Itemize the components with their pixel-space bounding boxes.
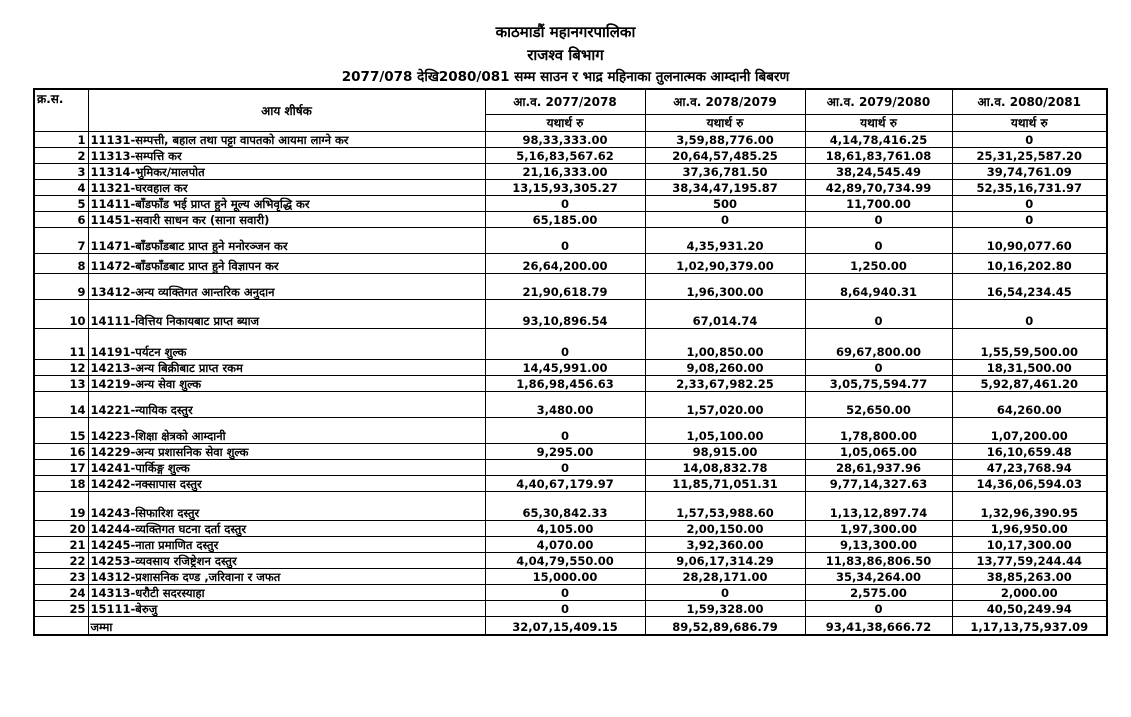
income-heading: 14253-व्यवसाय रजिष्ट्रेशन दस्तुर xyxy=(88,553,485,569)
income-heading: 14241-पार्किङ्ग शुल्क xyxy=(88,460,485,476)
amount-cell: 0 xyxy=(485,601,645,617)
amount-cell: 1,13,12,897.74 xyxy=(805,492,952,521)
amount-cell: 13,77,59,244.44 xyxy=(952,553,1107,569)
amount-cell: 20,64,57,485.25 xyxy=(645,148,805,164)
serial-number: 17 xyxy=(34,460,88,476)
amount-cell: 1,59,328.00 xyxy=(645,601,805,617)
amount-cell: 1,00,850.00 xyxy=(645,329,805,360)
amount-cell: 64,260.00 xyxy=(952,392,1107,418)
amount-cell: 16,10,659.48 xyxy=(952,444,1107,460)
fiscal-year-header: आ.व. 2080/2081 xyxy=(952,89,1107,115)
amount-cell: 3,05,75,594.77 xyxy=(805,376,952,392)
table-row xyxy=(34,360,1107,376)
income-heading: 14229-अन्य प्रशासनिक सेवा शुल्क xyxy=(88,444,485,460)
serial-number: 18 xyxy=(34,476,88,492)
actual-amount-subheader: यथार्थ रु xyxy=(645,115,805,132)
amount-cell: 10,17,300.00 xyxy=(952,537,1107,553)
actual-amount-subheader: यथार्थ रु xyxy=(485,115,645,132)
amount-cell: 1,96,950.00 xyxy=(952,521,1107,537)
amount-cell: 25,31,25,587.20 xyxy=(952,148,1107,164)
amount-cell: 37,36,781.50 xyxy=(645,164,805,180)
amount-cell: 0 xyxy=(952,300,1107,329)
amount-cell: 1,78,800.00 xyxy=(805,418,952,444)
amount-cell: 10,16,202.80 xyxy=(952,254,1107,274)
table-row xyxy=(34,601,1107,617)
serial-number: 9 xyxy=(34,274,88,300)
amount-cell: 11,85,71,051.31 xyxy=(645,476,805,492)
income-heading: 11411-बाँडफाँड भई प्राप्त हुने मूल्य अभिवृद्धि कर xyxy=(88,196,485,212)
table-row xyxy=(34,585,1107,601)
total-amount: 89,52,89,686.79 xyxy=(645,617,805,636)
amount-cell: 0 xyxy=(485,329,645,360)
amount-cell: 8,64,940.31 xyxy=(805,274,952,300)
amount-cell: 14,36,06,594.03 xyxy=(952,476,1107,492)
income-heading: 14312-प्रशासनिक दण्ड ,जरिवाना र जफत xyxy=(88,569,485,585)
amount-cell: 0 xyxy=(805,601,952,617)
amount-cell: 9,13,300.00 xyxy=(805,537,952,553)
amount-cell: 10,90,077.60 xyxy=(952,228,1107,254)
amount-cell: 14,45,991.00 xyxy=(485,360,645,376)
amount-cell: 28,61,937.96 xyxy=(805,460,952,476)
table-row xyxy=(34,254,1107,274)
serial-number: 23 xyxy=(34,569,88,585)
table-row xyxy=(34,444,1107,460)
table-row xyxy=(34,376,1107,392)
income-heading: 14221-न्यायिक दस्तुर xyxy=(88,392,485,418)
table-row xyxy=(34,132,1107,148)
amount-cell: 3,59,88,776.00 xyxy=(645,132,805,148)
income-heading: 14244-व्यक्तिगत घटना दर्ता दस्तुर xyxy=(88,521,485,537)
serial-number: 24 xyxy=(34,585,88,601)
serial-number: 25 xyxy=(34,601,88,617)
amount-cell: 52,650.00 xyxy=(805,392,952,418)
amount-cell: 0 xyxy=(805,212,952,228)
amount-cell: 1,96,300.00 xyxy=(645,274,805,300)
amount-cell: 13,15,93,305.27 xyxy=(485,180,645,196)
amount-cell: 0 xyxy=(485,228,645,254)
total-amount: 1,17,13,75,937.09 xyxy=(952,617,1107,636)
income-heading: 11313-सम्पत्ति कर xyxy=(88,148,485,164)
amount-cell: 67,014.74 xyxy=(645,300,805,329)
table-row xyxy=(34,460,1107,476)
department-title: राजश्व बिभाग xyxy=(527,46,604,64)
total-serial xyxy=(34,617,88,636)
total-amount: 93,41,38,666.72 xyxy=(805,617,952,636)
amount-cell: 1,55,59,500.00 xyxy=(952,329,1107,360)
table-row xyxy=(34,148,1107,164)
serial-number-header: क्र.स. xyxy=(34,89,88,132)
table-body xyxy=(34,132,1107,636)
amount-cell: 1,07,200.00 xyxy=(952,418,1107,444)
amount-cell: 4,070.00 xyxy=(485,537,645,553)
table-row xyxy=(34,569,1107,585)
amount-cell: 1,05,100.00 xyxy=(645,418,805,444)
amount-cell: 4,35,931.20 xyxy=(645,228,805,254)
amount-cell: 42,89,70,734.99 xyxy=(805,180,952,196)
serial-number: 8 xyxy=(34,254,88,274)
amount-cell: 9,77,14,327.63 xyxy=(805,476,952,492)
amount-cell: 9,295.00 xyxy=(485,444,645,460)
amount-cell: 2,33,67,982.25 xyxy=(645,376,805,392)
amount-cell: 9,08,260.00 xyxy=(645,360,805,376)
amount-cell: 65,185.00 xyxy=(485,212,645,228)
amount-cell: 0 xyxy=(485,196,645,212)
income-heading-header: आय शीर्षक xyxy=(88,89,485,132)
amount-cell: 2,575.00 xyxy=(805,585,952,601)
amount-cell: 2,00,150.00 xyxy=(645,521,805,537)
amount-cell: 1,02,90,379.00 xyxy=(645,254,805,274)
amount-cell: 28,28,171.00 xyxy=(645,569,805,585)
table-row xyxy=(34,476,1107,492)
amount-cell: 4,105.00 xyxy=(485,521,645,537)
serial-number: 3 xyxy=(34,164,88,180)
serial-number: 22 xyxy=(34,553,88,569)
amount-cell: 98,33,333.00 xyxy=(485,132,645,148)
table-row xyxy=(34,180,1107,196)
table-row xyxy=(34,392,1107,418)
income-heading: 14313-धरौटी सदरस्याहा xyxy=(88,585,485,601)
actual-amount-subheader: यथार्थ रु xyxy=(805,115,952,132)
amount-cell: 38,24,545.49 xyxy=(805,164,952,180)
income-heading: 14223-शिक्षा क्षेत्रको आम्दानी xyxy=(88,418,485,444)
serial-number: 2 xyxy=(34,148,88,164)
income-heading: 11451-सवारी साधन कर (साना सवारी) xyxy=(88,212,485,228)
income-heading: 11472-बाँडफाँडबाट प्राप्त हुने विज्ञापन कर xyxy=(88,254,485,274)
revenue-comparison-table xyxy=(33,88,1108,636)
table-row xyxy=(34,196,1107,212)
income-heading: 11314-भुमिकर/मालपोत xyxy=(88,164,485,180)
amount-cell: 0 xyxy=(645,212,805,228)
amount-cell: 0 xyxy=(805,300,952,329)
amount-cell: 1,86,98,456.63 xyxy=(485,376,645,392)
amount-cell: 11,83,86,806.50 xyxy=(805,553,952,569)
amount-cell: 14,08,832.78 xyxy=(645,460,805,476)
income-heading: 14242-नक्सापास दस्तुर xyxy=(88,476,485,492)
amount-cell: 0 xyxy=(952,132,1107,148)
serial-number: 7 xyxy=(34,228,88,254)
amount-cell: 3,92,360.00 xyxy=(645,537,805,553)
table-row xyxy=(34,521,1107,537)
table-row xyxy=(34,553,1107,569)
amount-cell: 1,97,300.00 xyxy=(805,521,952,537)
amount-cell: 52,35,16,731.97 xyxy=(952,180,1107,196)
amount-cell: 1,32,96,390.95 xyxy=(952,492,1107,521)
amount-cell: 98,915.00 xyxy=(645,444,805,460)
amount-cell: 18,61,83,761.08 xyxy=(805,148,952,164)
table-row xyxy=(34,492,1107,521)
amount-cell: 1,250.00 xyxy=(805,254,952,274)
amount-cell: 0 xyxy=(485,585,645,601)
serial-number: 19 xyxy=(34,492,88,521)
table-row xyxy=(34,164,1107,180)
amount-cell: 5,92,87,461.20 xyxy=(952,376,1107,392)
table-row xyxy=(34,300,1107,329)
amount-cell: 5,16,83,567.62 xyxy=(485,148,645,164)
amount-cell: 21,90,618.79 xyxy=(485,274,645,300)
income-heading: 14111-वित्तिय निकायबाट प्राप्त ब्याज xyxy=(88,300,485,329)
amount-cell: 38,85,263.00 xyxy=(952,569,1107,585)
income-heading: 14245-नाता प्रमाणित दस्तुर xyxy=(88,537,485,553)
total-label: जम्मा xyxy=(88,617,485,636)
amount-cell: 1,57,53,988.60 xyxy=(645,492,805,521)
amount-cell: 0 xyxy=(485,418,645,444)
amount-cell: 11,700.00 xyxy=(805,196,952,212)
income-heading: 11131-सम्पत्ती, बहाल तथा पट्टा वापतको आयमा लाग्ने कर xyxy=(88,132,485,148)
income-heading: 14191-पर्यटन शुल्क xyxy=(88,329,485,360)
actual-amount-subheader: यथार्थ रु xyxy=(952,115,1107,132)
serial-number: 5 xyxy=(34,196,88,212)
amount-cell: 4,40,67,179.97 xyxy=(485,476,645,492)
amount-cell: 500 xyxy=(645,196,805,212)
amount-cell: 38,34,47,195.87 xyxy=(645,180,805,196)
table-row xyxy=(34,274,1107,300)
serial-number: 6 xyxy=(34,212,88,228)
report-title: 2077/078 देखि2080/081 सम्म साउन र भाद्र महिनाका तुलनात्मक आम्दानी बिबरण xyxy=(341,69,790,85)
amount-cell: 9,06,17,314.29 xyxy=(645,553,805,569)
amount-cell: 4,04,79,550.00 xyxy=(485,553,645,569)
amount-cell: 47,23,768.94 xyxy=(952,460,1107,476)
serial-number: 20 xyxy=(34,521,88,537)
income-heading: 14213-अन्य बिक्रीबाट प्राप्त रकम xyxy=(88,360,485,376)
table-row xyxy=(34,418,1107,444)
serial-number: 1 xyxy=(34,132,88,148)
total-row xyxy=(34,617,1107,636)
amount-cell: 3,480.00 xyxy=(485,392,645,418)
serial-number: 14 xyxy=(34,392,88,418)
amount-cell: 0 xyxy=(485,460,645,476)
fiscal-year-header: आ.व. 2077/2078 xyxy=(485,89,645,115)
serial-number: 12 xyxy=(34,360,88,376)
office-title: काठमाडौं महानगरपालिका xyxy=(495,23,636,41)
serial-number: 21 xyxy=(34,537,88,553)
amount-cell: 35,34,264.00 xyxy=(805,569,952,585)
serial-number: 11 xyxy=(34,329,88,360)
serial-number: 10 xyxy=(34,300,88,329)
amount-cell: 16,54,234.45 xyxy=(952,274,1107,300)
income-heading: 14243-सिफारिश दस्तुर xyxy=(88,492,485,521)
amount-cell: 69,67,800.00 xyxy=(805,329,952,360)
amount-cell: 4,14,78,416.25 xyxy=(805,132,952,148)
amount-cell: 0 xyxy=(952,196,1107,212)
amount-cell: 93,10,896.54 xyxy=(485,300,645,329)
amount-cell: 40,50,249.94 xyxy=(952,601,1107,617)
income-heading: 14219-अन्य सेवा शुल्क xyxy=(88,376,485,392)
amount-cell: 1,57,020.00 xyxy=(645,392,805,418)
fiscal-year-header: आ.व. 2079/2080 xyxy=(805,89,952,115)
amount-cell: 2,000.00 xyxy=(952,585,1107,601)
serial-number: 16 xyxy=(34,444,88,460)
table-row xyxy=(34,537,1107,553)
table-row xyxy=(34,212,1107,228)
serial-number: 15 xyxy=(34,418,88,444)
total-amount: 32,07,15,409.15 xyxy=(485,617,645,636)
serial-number: 13 xyxy=(34,376,88,392)
amount-cell: 15,000.00 xyxy=(485,569,645,585)
amount-cell: 0 xyxy=(645,585,805,601)
income-heading: 11471-बाँडफाँडबाट प्राप्त हुने मनोरञ्जन कर xyxy=(88,228,485,254)
amount-cell: 0 xyxy=(952,212,1107,228)
amount-cell: 39,74,761.09 xyxy=(952,164,1107,180)
amount-cell: 0 xyxy=(805,228,952,254)
amount-cell: 65,30,842.33 xyxy=(485,492,645,521)
amount-cell: 1,05,065.00 xyxy=(805,444,952,460)
fiscal-year-header: आ.व. 2078/2079 xyxy=(645,89,805,115)
table-row xyxy=(34,228,1107,254)
income-heading: 11321-घरवहाल कर xyxy=(88,180,485,196)
income-heading: 13412-अन्य व्यक्तिगत आन्तरिक अनुदान xyxy=(88,274,485,300)
amount-cell: 0 xyxy=(805,360,952,376)
amount-cell: 18,31,500.00 xyxy=(952,360,1107,376)
serial-number: 4 xyxy=(34,180,88,196)
table-row xyxy=(34,329,1107,360)
amount-cell: 26,64,200.00 xyxy=(485,254,645,274)
amount-cell: 21,16,333.00 xyxy=(485,164,645,180)
income-heading: 15111-बेरुजु xyxy=(88,601,485,617)
